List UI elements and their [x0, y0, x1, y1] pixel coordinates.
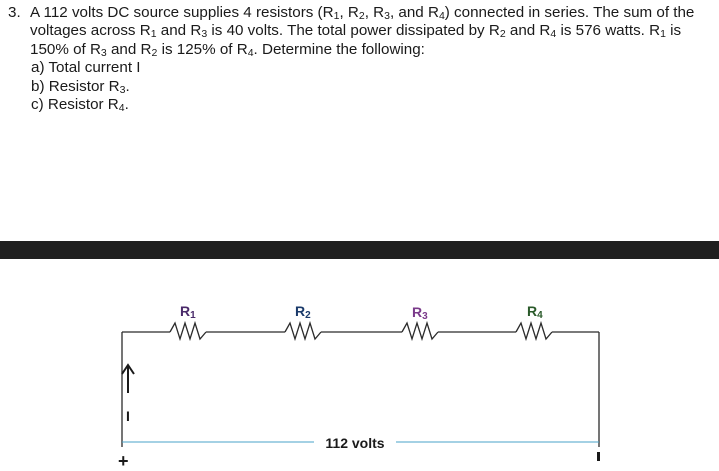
current-arrow-icon: [122, 365, 134, 393]
part-c: c) Resistor $R_4$.: [31, 96, 129, 115]
problem-block: [8, 4, 714, 59]
plus-terminal-sign: +: [118, 451, 129, 471]
part-a: a) Total current I: [31, 59, 141, 76]
resistor-r2-label: R2: [295, 303, 311, 321]
dark-divider-band: [0, 241, 719, 259]
series-circuit-diagram: [0, 259, 719, 471]
minus-terminal-sign: [597, 452, 600, 461]
resistor-r3-zigzag: [402, 323, 438, 339]
resistor-r1-label: R1: [180, 303, 196, 321]
resistor-r4-label: R4: [527, 303, 543, 321]
current-label: I: [126, 408, 130, 424]
problem-number: 3.: [8, 4, 21, 21]
resistor-r1-zigzag: [170, 323, 206, 339]
part-b: b) Resistor $R_3$.: [31, 77, 130, 96]
resistor-r3-label: R3: [412, 304, 428, 322]
question-parts: [31, 59, 140, 115]
problem-statement: A 112 volts DC source supplies 4 resistors ($R_1$, $R_2$, $R_3$, and $R_4$) connected in series. The sum of the voltages across $R_1$ and $R_3$ is 40 volts. The total power dissipated by $R_2$ and $R_4$ is 576 watts. $R_1$ is 150% of $R_3$ and $R_2$ is 125% of $R_4$. Determine the following:: [30, 4, 695, 59]
resistor-r2-zigzag: [285, 323, 321, 339]
resistor-r4-zigzag: [516, 323, 552, 339]
source-voltage-label: 112 volts: [325, 435, 385, 451]
